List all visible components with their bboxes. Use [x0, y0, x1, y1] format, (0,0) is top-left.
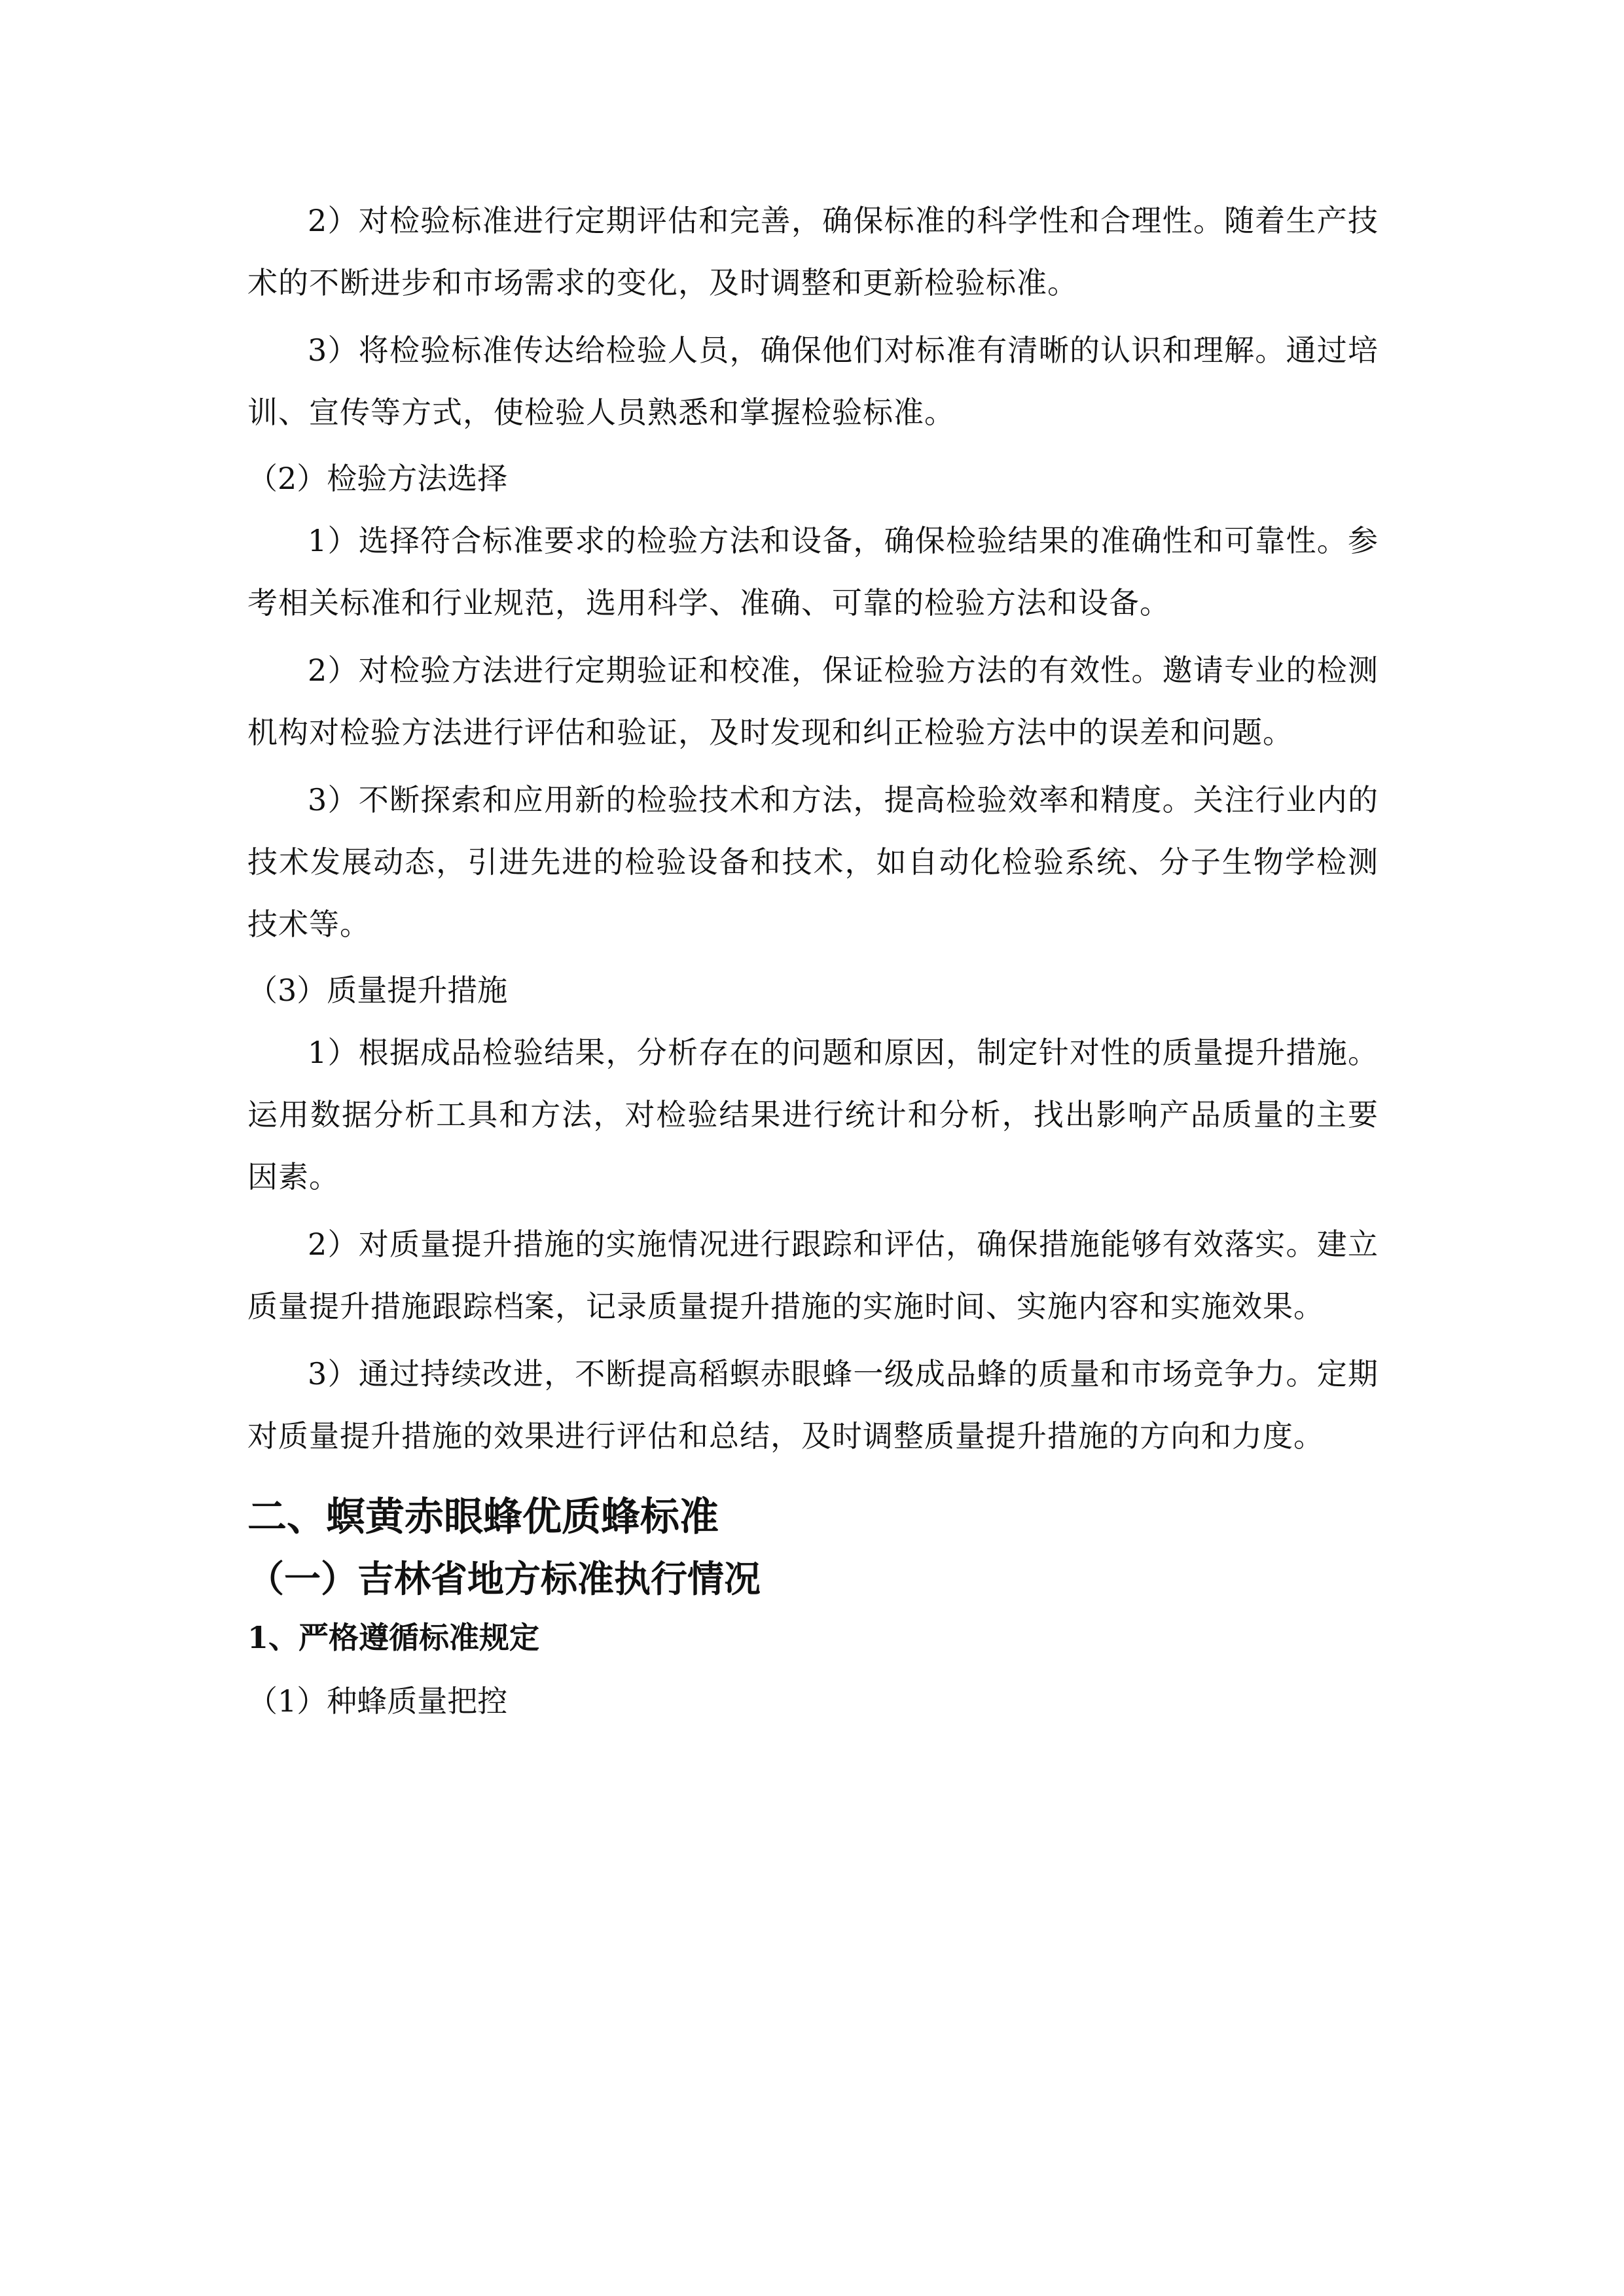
paragraph: 3）将检验标准传达给检验人员，确保他们对标准有清晰的认识和理解。通过培训、宣传等方式，使检验人员熟悉和掌握检验标准。 [247, 332, 1379, 430]
topic-heading: 1、严格遵循标准规定 [247, 1620, 540, 1655]
subsection-heading: （2）检验方法选择 [247, 461, 508, 496]
section-heading: 二、螟黄赤眼蜂优质蜂标准 [247, 1494, 719, 1540]
subsection-heading: （3）质量提升措施 [247, 973, 508, 1008]
paragraph: 3）不断探索和应用新的检验技术和方法，提高检验效率和精度。关注行业内的技术发展动态，引进先进的检验设备和技术，如自动化检验系统、分子生物学检测技术等。 [247, 782, 1379, 942]
paragraph: 2）对质量提升措施的实施情况进行跟踪和评估，确保措施能够有效落实。建立质量提升措施跟踪档案，记录质量提升措施的实施时间、实施内容和实施效果。 [247, 1227, 1379, 1324]
paragraph: 1）根据成品检验结果，分析存在的问题和原因，制定针对性的质量提升措施。运用数据分析工具和方法，对检验结果进行统计和分析，找出影响产品质量的主要因素。 [247, 1035, 1379, 1194]
paragraph: 2）对检验标准进行定期评估和完善，确保标准的科学性和合理性。随着生产技术的不断进步和市场需求的变化，及时调整和更新检验标准。 [247, 203, 1379, 300]
paragraph: 3）通过持续改进，不断提高稻螟赤眼蜂一级成品蜂的质量和市场竞争力。定期对质量提升措施的效果进行评估和总结，及时调整质量提升措施的方向和力度。 [247, 1356, 1379, 1454]
chapter-heading: （一）吉林省地方标准执行情况 [247, 1558, 761, 1601]
paragraph: 2）对检验方法进行定期验证和校准，保证检验方法的有效性。邀请专业的检测机构对检验方法进行评估和验证，及时发现和纠正检验方法中的误差和问题。 [247, 653, 1379, 750]
subsection-heading: （1）种蜂质量把控 [247, 1683, 508, 1719]
page-content [247, 190, 1379, 1732]
paragraph: 1）选择符合标准要求的检验方法和设备，确保检验结果的准确性和可靠性。参考相关标准和行业规范，选用科学、准确、可靠的检验方法和设备。 [247, 523, 1379, 620]
